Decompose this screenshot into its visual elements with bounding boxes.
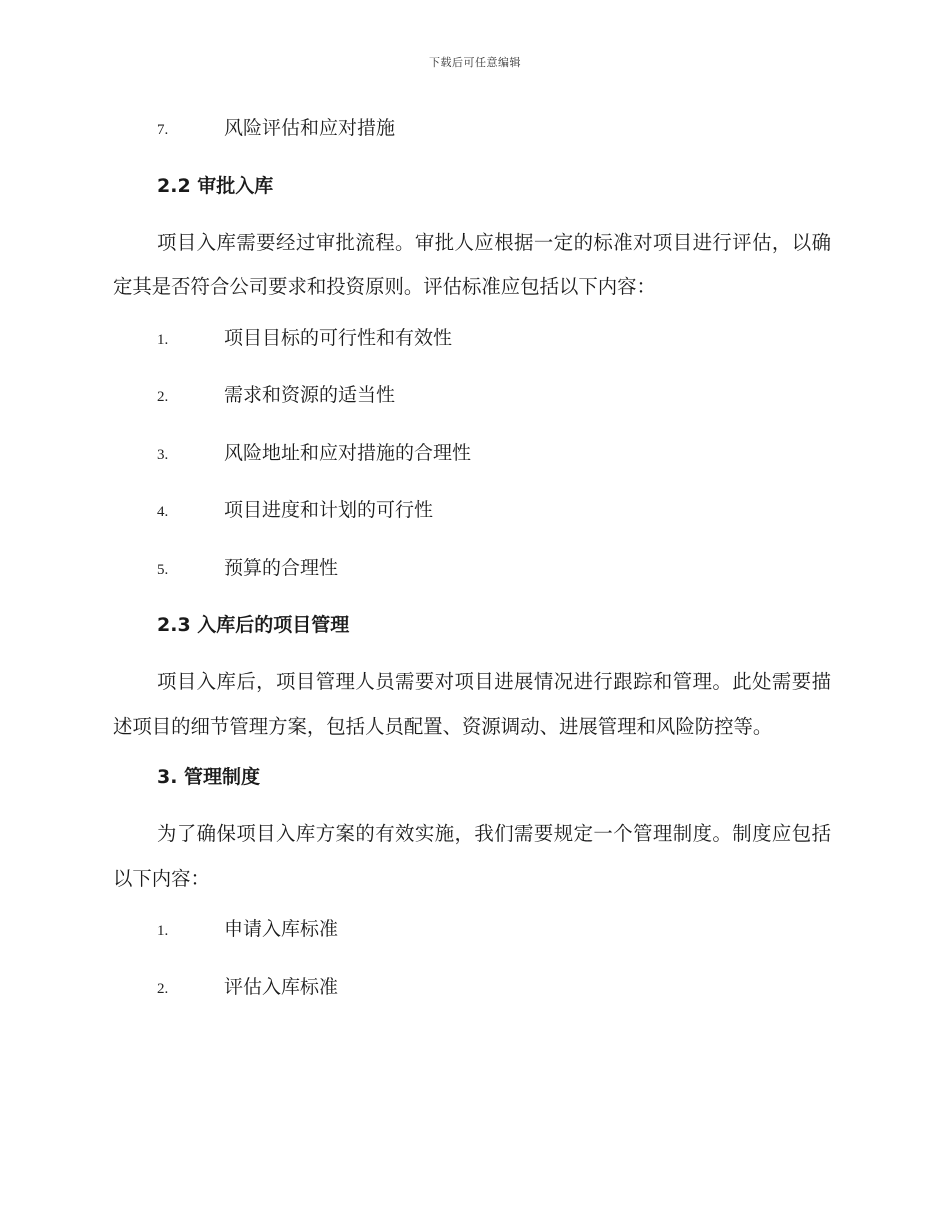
list-number: 1. — [157, 923, 169, 939]
list-text: 项目目标的可行性和有效性 — [224, 326, 453, 349]
list-number: 4. — [157, 504, 169, 520]
list-text: 项目进度和计划的可行性 — [224, 499, 434, 521]
page-header: 下载后可任意编辑 — [429, 56, 521, 69]
list-item — [113, 553, 831, 583]
list-text: 需求和资源的适当性 — [224, 384, 396, 406]
document-body — [113, 113, 831, 1029]
list-text: 预算的合理性 — [224, 556, 339, 579]
section-3-paragraph: 为了确保项目入库方案的有效实施，我们需要规定一个管理制度。制度应包括以下内容： — [113, 822, 831, 890]
list-item — [113, 972, 831, 1002]
list-text: 风险评估和应对措施 — [224, 117, 396, 139]
list-text: 评估入库标准 — [224, 975, 339, 998]
list-item — [113, 380, 831, 410]
list-number: 5. — [157, 561, 169, 578]
list-number: 1. — [157, 331, 169, 348]
list-number: 2. — [157, 389, 169, 405]
section-heading-2-2: 2.2 审批入库 — [157, 174, 274, 197]
section-2-3-paragraph: 项目入库后，项目管理人员需要对项目进展情况进行跟踪和管理。此处需要描述项目的细节管理方案，包括人员配置、资源调动、进展管理和风险防控等。 — [113, 670, 831, 738]
list-text: 申请入库标准 — [224, 918, 339, 940]
list-item — [113, 914, 831, 944]
list-item — [113, 438, 831, 468]
list-item — [113, 113, 831, 143]
list-item — [113, 495, 831, 525]
section-2-2-paragraph: 项目入库需要经过审批流程。审批人应根据一定的标准对项目进行评估，以确定其是否符合公司要求和投资原则。评估标准应包括以下内容： — [113, 230, 831, 298]
list-number: 2. — [157, 980, 169, 997]
section-heading-3: 3. 管理制度 — [157, 766, 261, 788]
list-text: 风险地址和应对措施的合理性 — [224, 441, 472, 464]
list-item — [113, 323, 831, 353]
list-number: 3. — [157, 446, 169, 463]
section-heading-2-3: 2.3 入库后的项目管理 — [157, 614, 350, 636]
list-number: 7. — [157, 122, 169, 138]
